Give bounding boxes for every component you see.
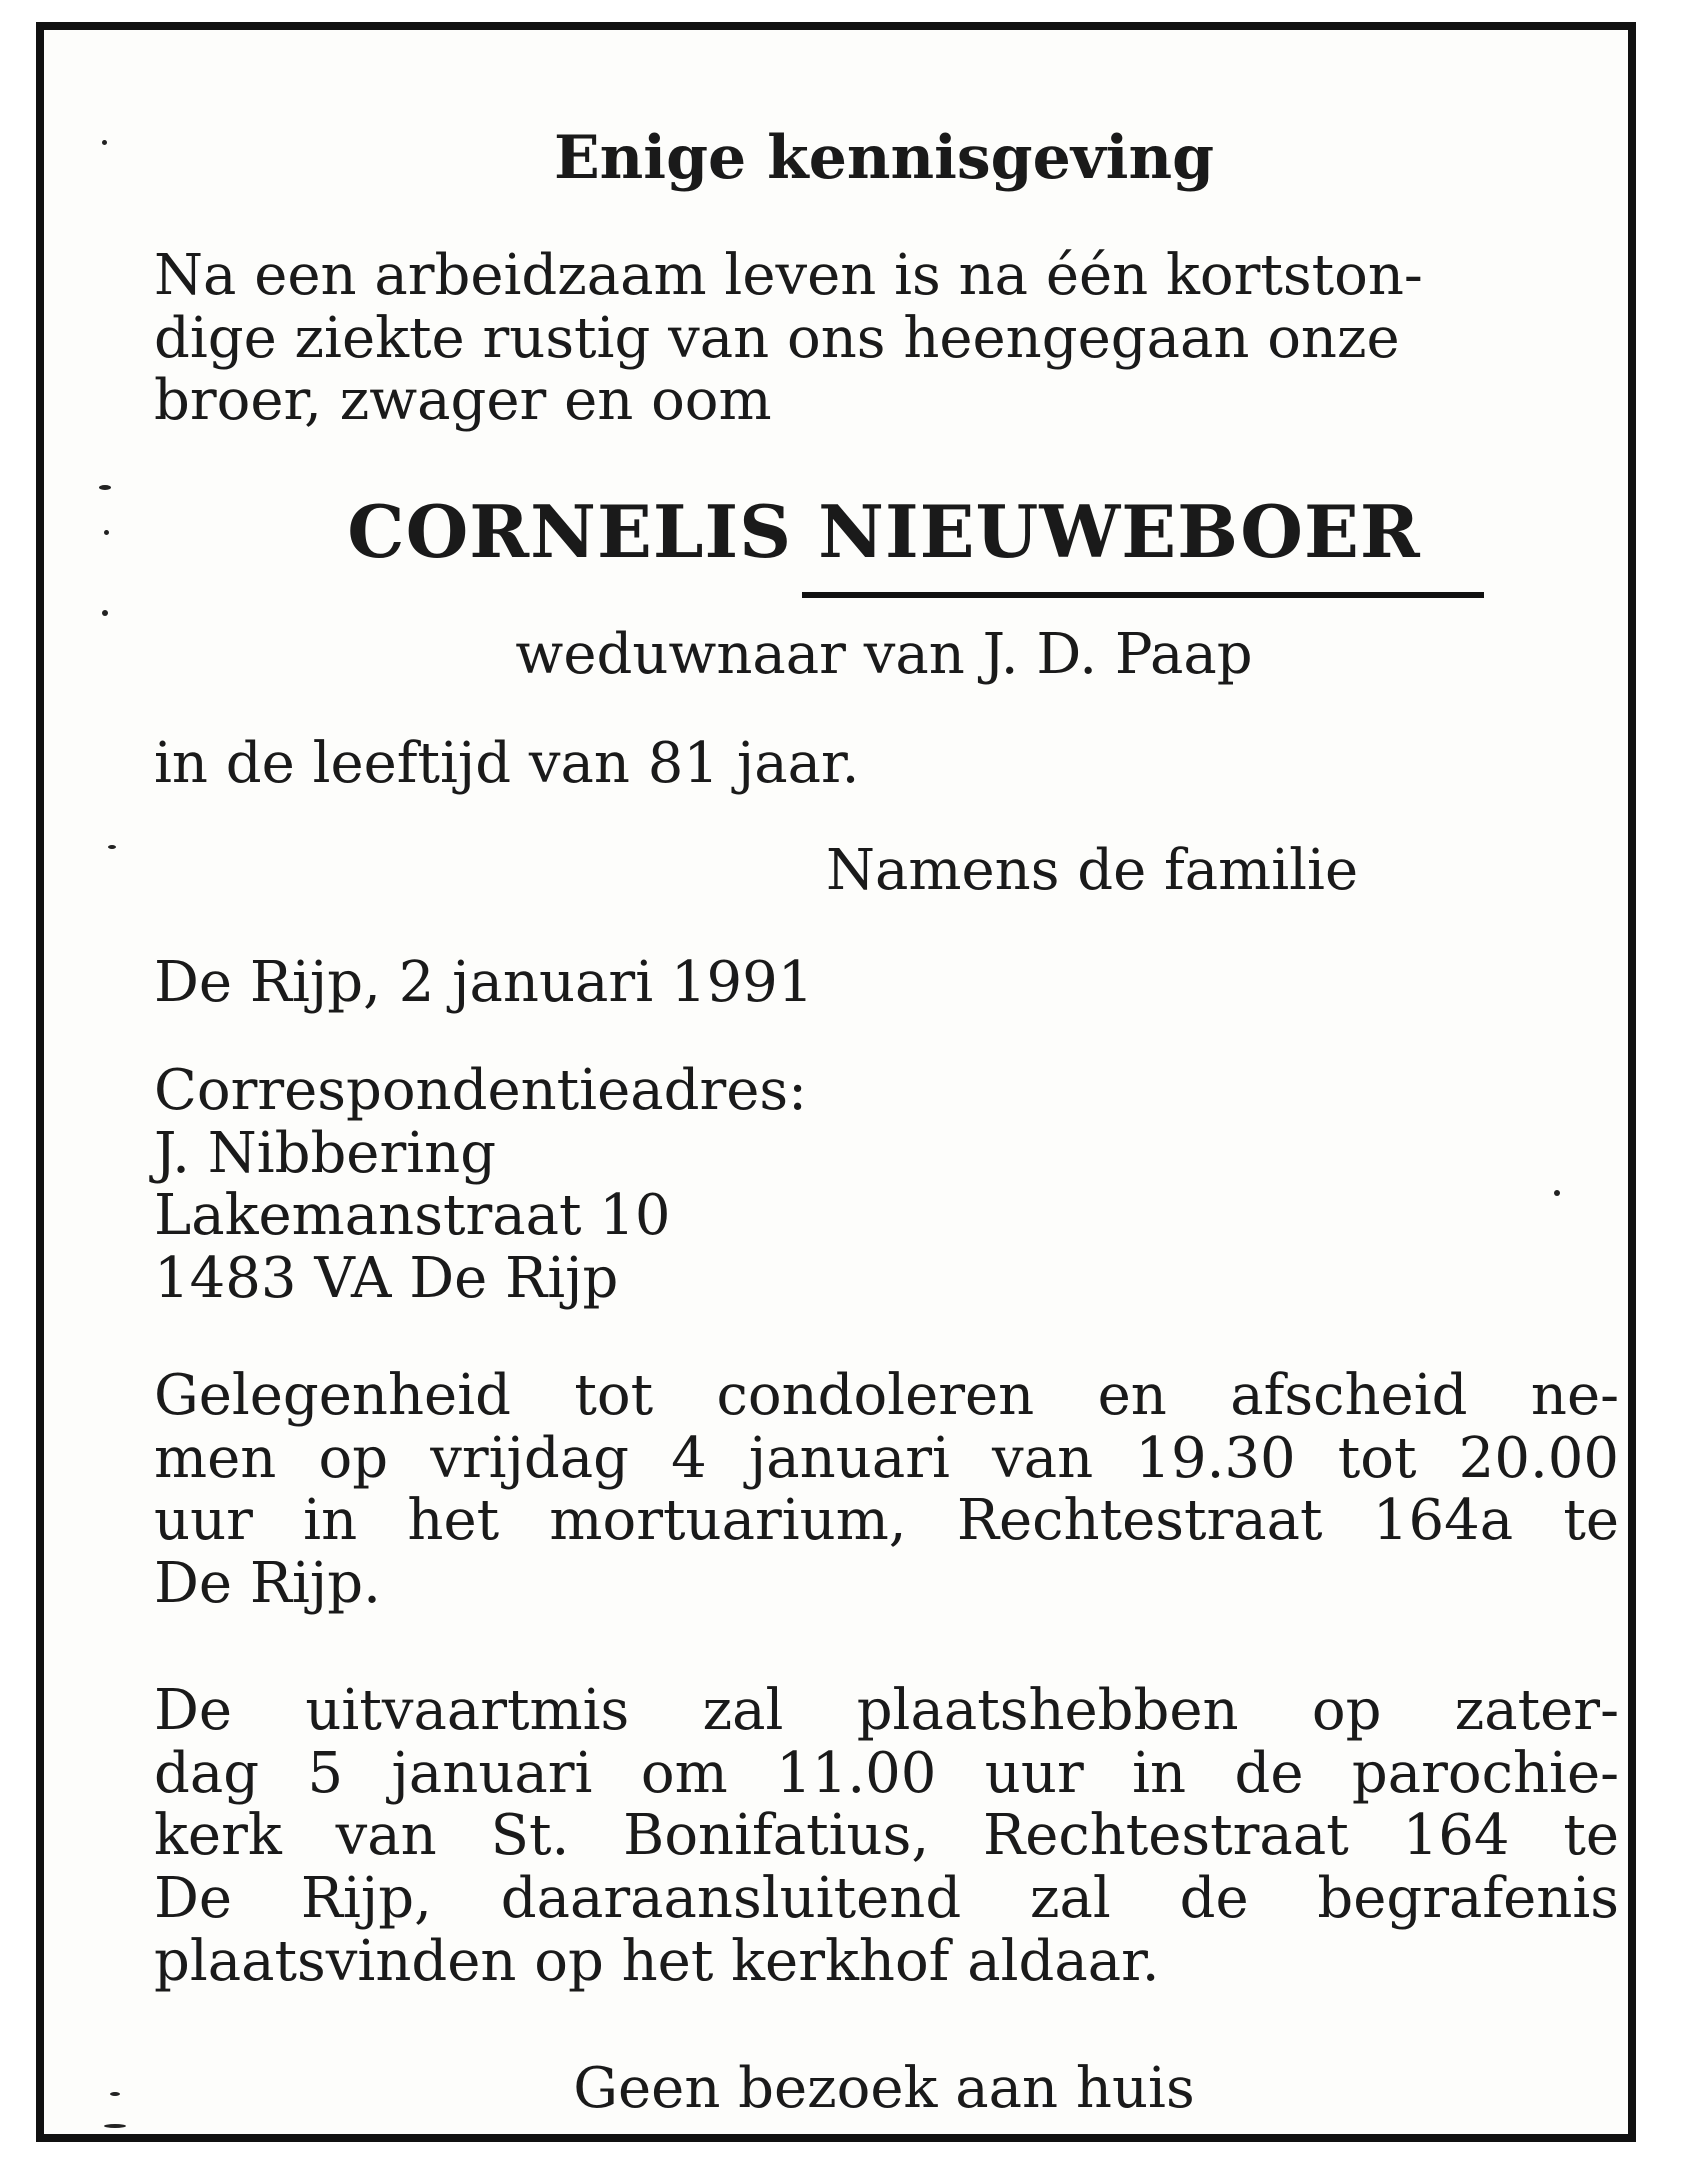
deceased-name-block (154, 489, 1614, 574)
condolence-paragraph (154, 1365, 1619, 1616)
notice-heading: Enige kennisgeving (553, 123, 1215, 193)
correspondence-address (154, 1060, 807, 1311)
funeral-line: plaatsvinden op het kerkhof aldaar. (154, 1928, 1160, 1994)
scan-speck (104, 530, 109, 535)
scan-speck (102, 140, 107, 145)
intro-paragraph (154, 245, 1614, 433)
scan-speck (110, 2092, 120, 2096)
age-line: in de leeftijd van 81 jaar. (154, 731, 860, 796)
notice-border (36, 22, 1636, 2142)
address-name: J. Nibbering (154, 1120, 497, 1186)
intro-line: broer, zwager en oom (154, 368, 772, 434)
condolence-line: Gelegenheid tot condoleren en afscheid ne- (154, 1363, 1619, 1428)
condolence-line: uur in het mortuarium, Rechtestraat 164a te (154, 1488, 1619, 1554)
name-underline (802, 592, 1484, 598)
scan-speck (99, 485, 111, 490)
intro-line: dige ziekte rustig van ons heengegaan onze (154, 305, 1400, 371)
funeral-line: dag 5 januari om 11.00 uur in de parochie- (154, 1740, 1619, 1806)
scan-speck (104, 2124, 126, 2128)
funeral-line: De Rijp, daaraansluitend zal de begrafenis (154, 1866, 1619, 1932)
intro-line: Na een arbeidzaam leven is na één kortston- (154, 243, 1423, 308)
address-label: Correspondentieadres: (154, 1058, 807, 1123)
scan-speck (1554, 1190, 1560, 1196)
scan-speck (102, 610, 108, 616)
closing-line: Geen bezoek aan huis (573, 2056, 1195, 2121)
address-street: Lakemanstraat 10 (154, 1183, 671, 1249)
funeral-line: De uitvaartmis zal plaatshebben op zater- (154, 1678, 1619, 1743)
funeral-paragraph (154, 1680, 1619, 1994)
scan-speck (108, 845, 116, 849)
family-signoff: Namens de familie (826, 838, 1359, 903)
deceased-name: CORNELIS NIEUWEBOER (347, 489, 1421, 574)
place-date: De Rijp, 2 januari 1991 (154, 950, 814, 1015)
funeral-line: kerk van St. Bonifatius, Rechtestraat 164 te (154, 1803, 1619, 1869)
condolence-line: De Rijp. (154, 1551, 381, 1617)
condolence-line: men op vrijdag 4 januari van 19.30 tot 20.00 (154, 1425, 1619, 1491)
address-postal-city: 1483 VA De Rijp (154, 1246, 619, 1312)
widower-line: weduwnaar van J. D. Paap (515, 622, 1253, 687)
